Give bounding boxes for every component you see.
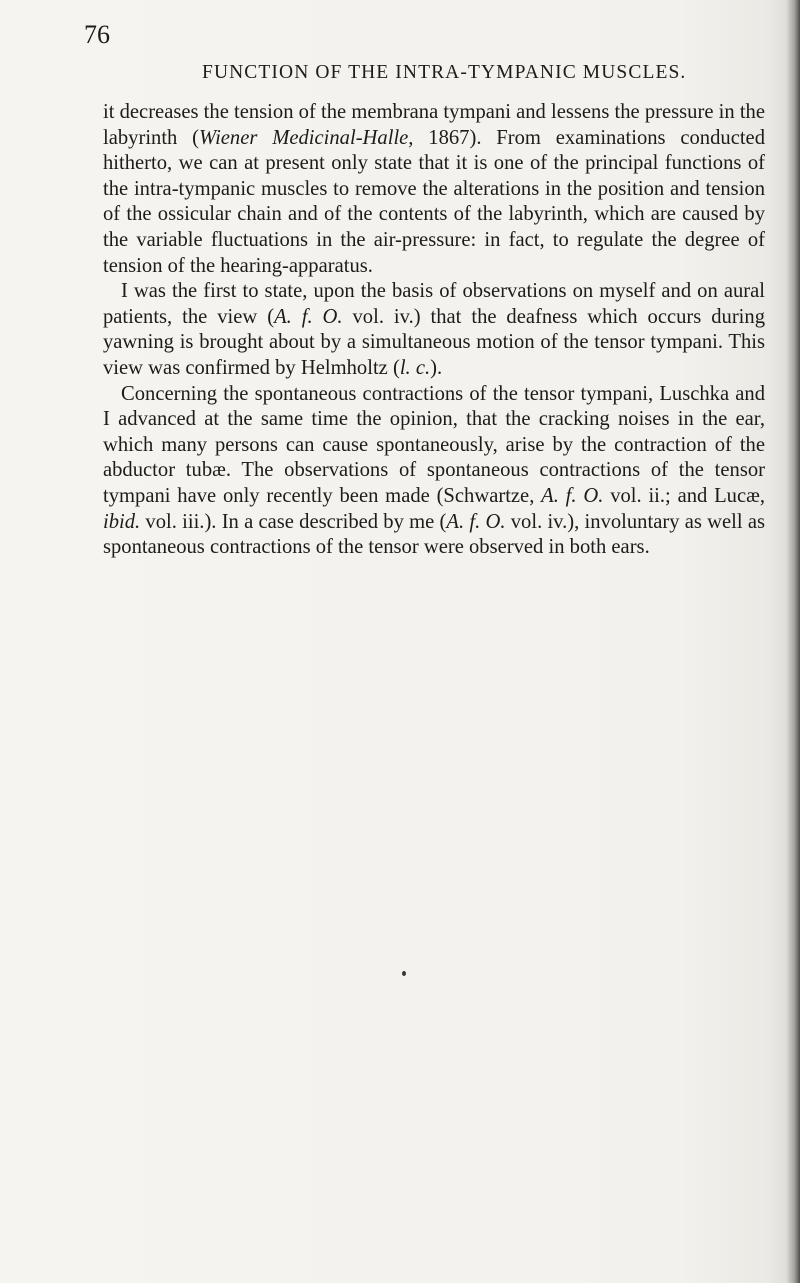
running-head: FUNCTION OF THE INTRA-TYMPANIC MUSCLES. [202,62,687,83]
text-run: ). [430,356,443,379]
body-text [103,100,765,561]
italic-run: Wiener Medicinal-Halle, [199,126,414,149]
italic-run: A. f. O. [541,484,604,507]
text-run: vol. iv.) that the deafness which occurs during yawning is brought about by a simultaneous motion of the tensor tympani. This view was confirmed by Helmholtz ( [103,305,765,379]
italic-run: A. f. O. [274,305,343,328]
italic-run: A. f. O. [446,510,506,533]
text-run: 1867). From examinations conducted hitherto, we can at present only state that it is one of the principal functions of the intra-tympanic muscles to remove the alterations in the position and tension of the ossicular chain and of the contents of the labyrinth, which are caused by the variable fluctuations in the air-pressure: in fact, to regulate the degree of tension of the hearing-apparatus. [103,126,765,277]
page-edge-shadow [786,0,800,1283]
page-number: 76 [84,20,110,49]
text-run: vol. iii.). In a case described by me ( [140,510,447,533]
italic-run: l. c. [399,356,431,379]
text-run: I was the first to state, upon the basis of observations on myself and on aural patients, the view ( [103,280,765,328]
paragraph [103,279,765,381]
italic-run: ibid. [103,510,141,533]
ink-speck [402,971,406,976]
text-run: vol. ii.; and Lucæ, [603,484,766,507]
paragraph [103,100,765,279]
text-run: it decreases the tension of the membrana tympani and lessens the pressure in the labyrinth ( [103,101,765,149]
text-run: vol. iv.), involuntary as well as spontaneous contractions of the tensor were observed in both ears. [103,510,765,559]
text-run: Concerning the spontaneous contractions of the tensor tympani, Luschka and I advanced at the same time the opinion, that the cracking noises in the ear, which many persons can cause spontaneously, arise by the contraction of the abductor tubæ. The observations of spontaneous contractions of the tensor tympani have only recently been made (Schwartze, [103,382,765,507]
paragraph [103,382,765,561]
